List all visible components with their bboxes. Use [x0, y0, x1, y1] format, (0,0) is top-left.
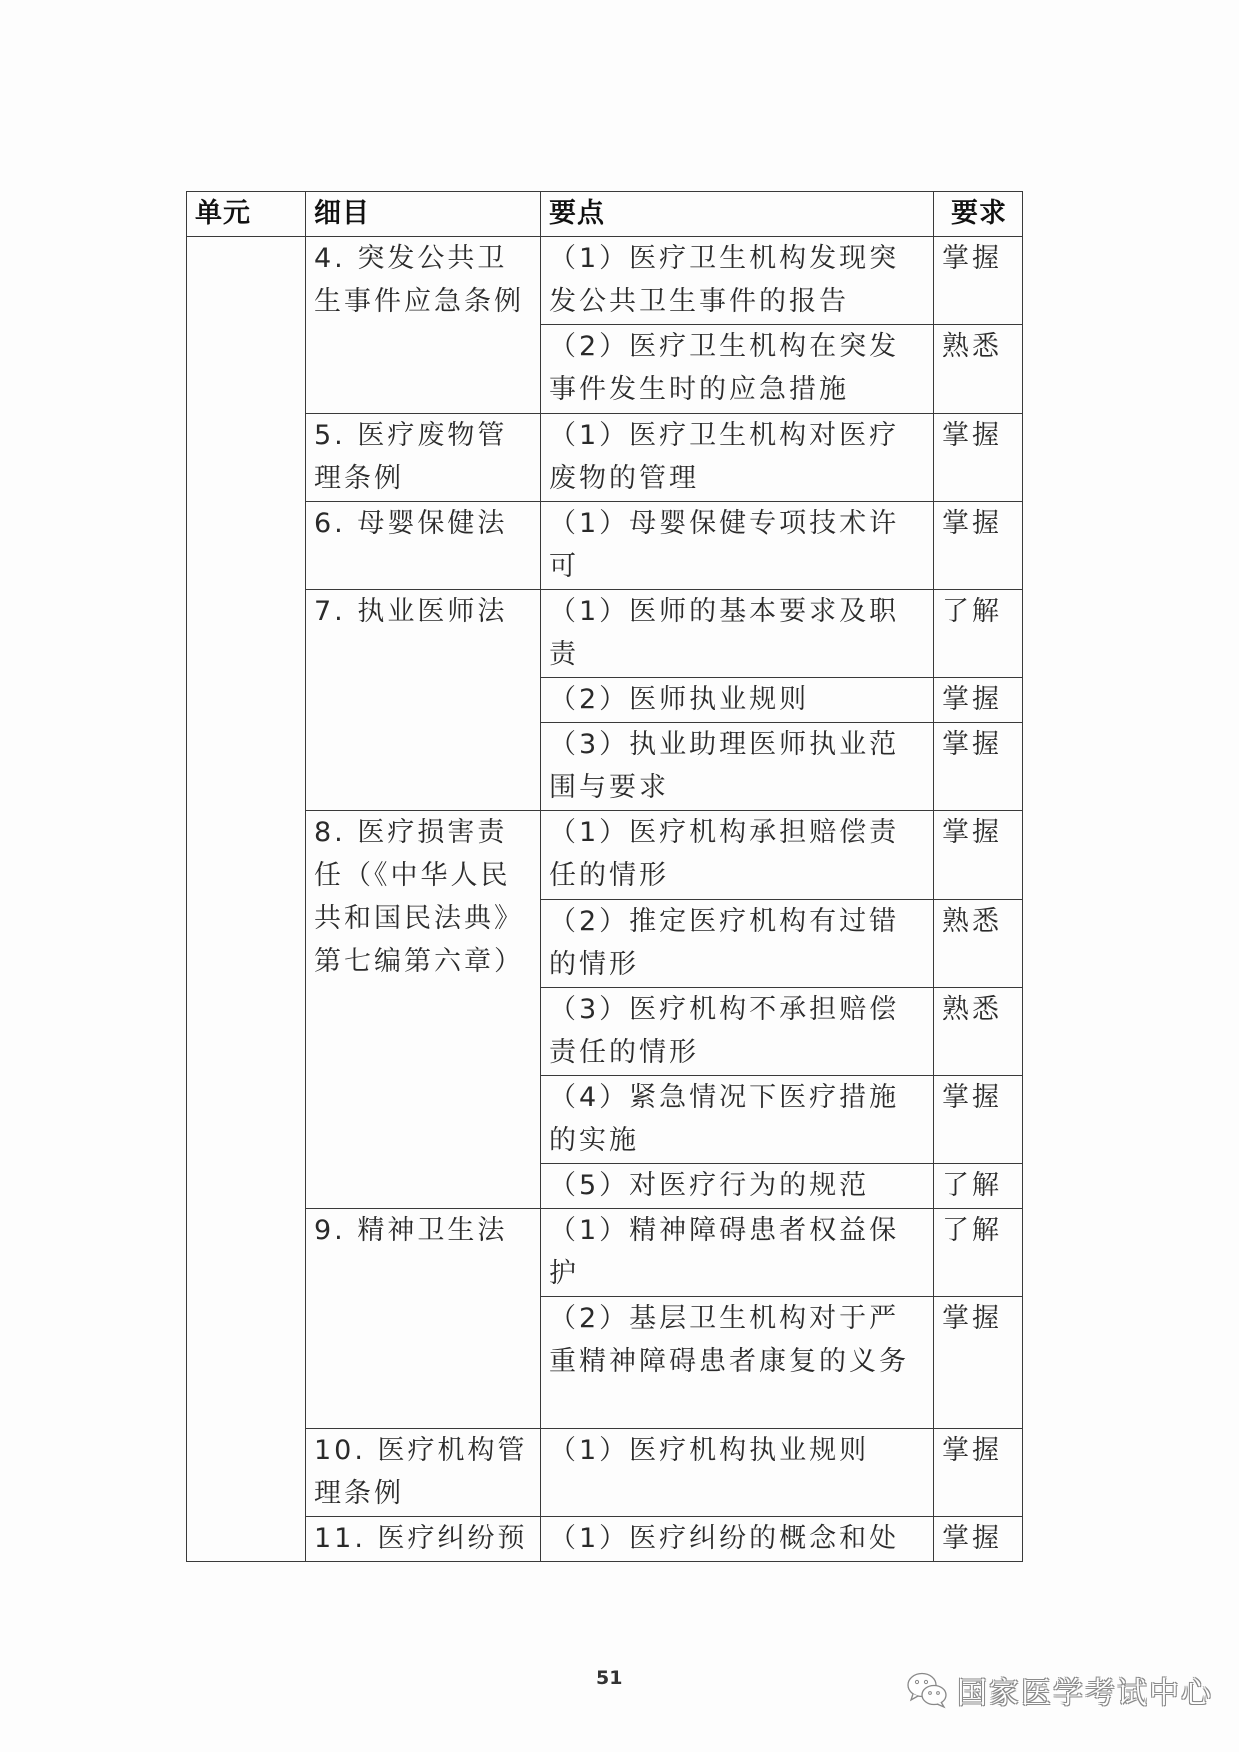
item-cell: 6. 母婴保健法	[306, 502, 541, 590]
requirement-cell: 熟悉	[934, 900, 1023, 988]
requirement-cell: 掌握	[934, 502, 1023, 590]
table-row	[187, 590, 1023, 678]
requirement-cell: 熟悉	[934, 325, 1023, 414]
requirement-cell: 了解	[934, 1164, 1023, 1209]
header-point: 要点	[541, 192, 934, 237]
point-cell: （3）医疗机构不承担赔偿责任的情形	[541, 988, 934, 1076]
table-row	[187, 1429, 1023, 1517]
item-cell: 10. 医疗机构管理条例	[306, 1429, 541, 1517]
requirement-cell: 了解	[934, 1209, 1023, 1297]
table-row	[187, 1517, 1023, 1562]
point-cell: （1）精神障碍患者权益保护	[541, 1209, 934, 1297]
point-cell: （5）对医疗行为的规范	[541, 1164, 934, 1209]
watermark-text: 国家医学考试中心	[957, 1676, 1213, 1711]
point-cell: （1）医师的基本要求及职责	[541, 590, 934, 678]
page-number: 51	[596, 1667, 623, 1689]
point-cell: （1）医疗卫生机构发现突发公共卫生事件的报告	[541, 237, 934, 325]
watermark	[905, 1668, 1213, 1712]
requirement-cell: 了解	[934, 590, 1023, 678]
point-cell: （4）紧急情况下医疗措施的实施	[541, 1076, 934, 1164]
point-cell: （3）执业助理医师执业范围与要求	[541, 723, 934, 811]
table-row	[187, 1209, 1023, 1297]
requirement-cell: 掌握	[934, 678, 1023, 723]
header-requirement: 要求	[934, 192, 1023, 237]
point-cell: （1）医疗纠纷的概念和处	[541, 1517, 934, 1562]
requirement-cell: 熟悉	[934, 988, 1023, 1076]
point-cell: （1）医疗卫生机构对医疗废物的管理	[541, 414, 934, 502]
syllabus-table	[186, 191, 1023, 1562]
table-header-row	[187, 192, 1023, 237]
requirement-cell: 掌握	[934, 1297, 1023, 1429]
table-row	[187, 414, 1023, 502]
requirement-cell: 掌握	[934, 414, 1023, 502]
header-item: 细目	[306, 192, 541, 237]
wechat-icon	[905, 1670, 949, 1710]
item-cell: 9. 精神卫生法	[306, 1209, 541, 1429]
point-cell: （1）医疗机构承担赔偿责任的情形	[541, 811, 934, 900]
point-cell: （2）基层卫生机构对于严重精神障碍患者康复的义务	[541, 1297, 934, 1429]
table-row	[187, 502, 1023, 590]
requirement-cell: 掌握	[934, 1429, 1023, 1517]
point-cell: （2）医疗卫生机构在突发事件发生时的应急措施	[541, 325, 934, 414]
table-row	[187, 237, 1023, 325]
item-cell: 7. 执业医师法	[306, 590, 541, 811]
requirement-cell: 掌握	[934, 723, 1023, 811]
item-cell: 5. 医疗废物管理条例	[306, 414, 541, 502]
point-cell: （1）医疗机构执业规则	[541, 1429, 934, 1517]
requirement-cell: 掌握	[934, 1076, 1023, 1164]
header-unit: 单元	[187, 192, 306, 237]
requirement-cell: 掌握	[934, 811, 1023, 900]
point-cell: （2）医师执业规则	[541, 678, 934, 723]
table-row	[187, 811, 1023, 900]
point-cell: （1）母婴保健专项技术许可	[541, 502, 934, 590]
unit-cell	[187, 237, 306, 1562]
item-cell: 11. 医疗纠纷预	[306, 1517, 541, 1562]
requirement-cell: 掌握	[934, 1517, 1023, 1562]
item-cell: 4. 突发公共卫生事件应急条例	[306, 237, 541, 414]
item-cell: 8. 医疗损害责任（《中华人民共和国民法典》第七编第六章）	[306, 811, 541, 1209]
requirement-cell: 掌握	[934, 237, 1023, 325]
point-cell: （2）推定医疗机构有过错的情形	[541, 900, 934, 988]
